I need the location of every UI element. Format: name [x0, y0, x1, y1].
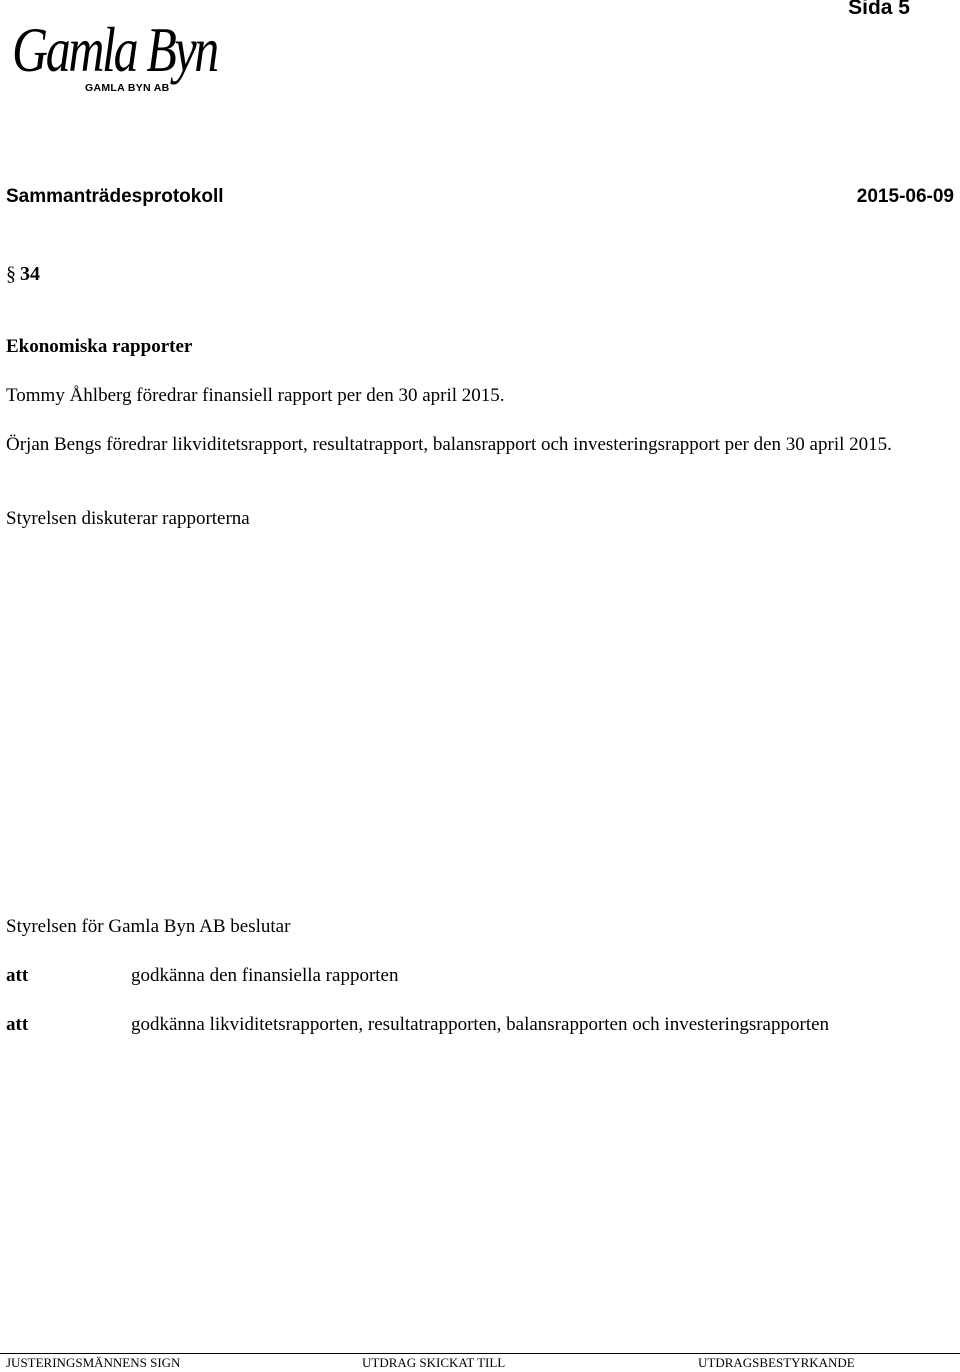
footer-certified-label: UTDRAGSBESTYRKANDE: [698, 1355, 855, 1370]
section-heading: Ekonomiska rapporter: [6, 336, 193, 357]
footer-divider: [0, 1353, 960, 1354]
section-symbol: §: [6, 263, 16, 285]
decision-item-label: att: [6, 1014, 29, 1035]
decision-item-label: att: [6, 965, 29, 986]
decision-item-text: godkänna likviditetsrapporten, resultatrapporten, balansrapporten och investeringsrapporten: [131, 1014, 830, 1035]
company-logo: [12, 14, 227, 100]
section-number: 34: [20, 263, 40, 285]
decision-intro: Styrelsen för Gamla Byn AB beslutar: [6, 916, 291, 937]
paragraph-text: Styrelsen diskuterar rapporterna: [6, 508, 250, 529]
paragraph-text: Tommy Åhlberg föredrar finansiell rapport per den 30 april 2015.: [6, 385, 505, 406]
logo-subtitle: GAMLA BYN AB: [85, 82, 170, 94]
document-title: Sammanträdesprotokoll: [6, 186, 224, 207]
footer-signature-label: JUSTERINGSMÄNNENS SIGN: [6, 1355, 181, 1370]
page-number: Sida 5: [848, 0, 910, 19]
decision-item-text: godkänna den finansiella rapporten: [131, 965, 399, 986]
footer-sent-label: UTDRAG SKICKAT TILL: [362, 1355, 506, 1370]
paragraph-text: Örjan Bengs föredrar likviditetsrapport, resultatrapport, balansrapport och investeringsrapport per den 30 april 2015.: [6, 434, 892, 455]
document-date: 2015-06-09: [856, 186, 954, 207]
paragraph-number: [6, 263, 40, 286]
logo-script-text: Gamla Byn: [12, 14, 217, 85]
